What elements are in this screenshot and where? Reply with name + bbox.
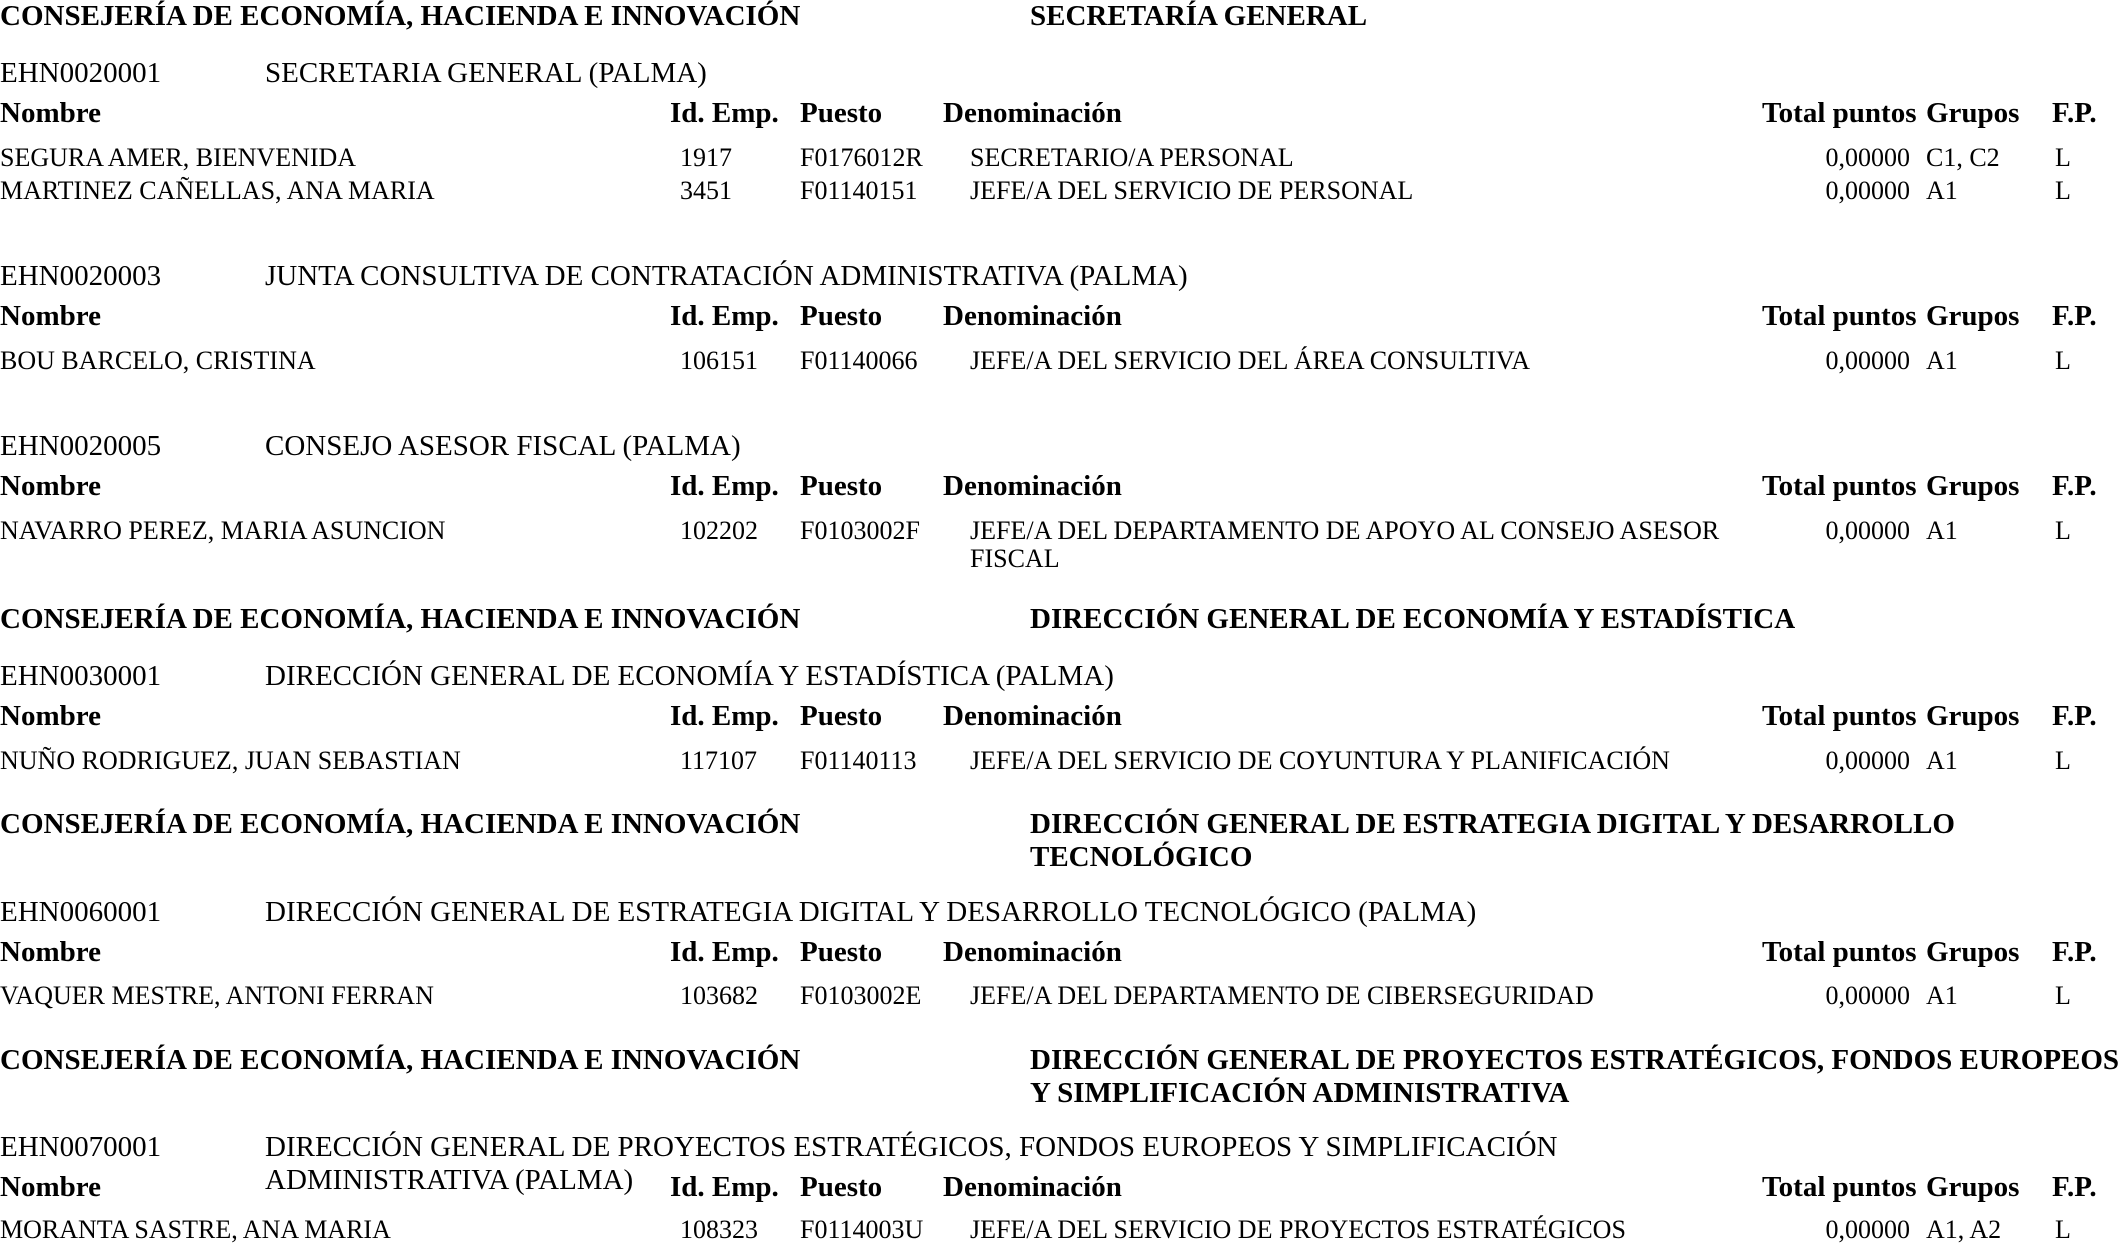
cell-grupos: A1 [1926, 516, 1958, 545]
cell-denominacion: JEFE/A DEL DEPARTAMENTO DE CIBERSEGURIDAD [970, 981, 1594, 1010]
direccion-heading: DIRECCIÓN GENERAL DE ESTRATEGIA DIGITAL Y DESARROLLO TECNOLÓGICO [1030, 808, 1955, 873]
col-header-puesto: Puesto [800, 97, 883, 129]
col-header-grupos: Grupos [1926, 470, 2020, 502]
col-header-puesto: Puesto [800, 470, 883, 502]
cell-denominacion: JEFE/A DEL DEPARTAMENTO DE APOYO AL CONSEJO ASESOR FISCAL [970, 516, 1720, 573]
cell-nombre: VAQUER MESTRE, ANTONI FERRAN [0, 981, 434, 1010]
col-header-fp: F.P. [2052, 97, 2097, 129]
cell-id: 1917 [680, 143, 732, 172]
col-header-denominacion: Denominación [943, 97, 1122, 129]
cell-nombre: BOU BARCELO, CRISTINA [0, 346, 316, 375]
col-header-fp: F.P. [2052, 936, 2097, 968]
cell-grupos: A1, A2 [1926, 1215, 2002, 1244]
col-header-fp: F.P. [2052, 1171, 2097, 1203]
cell-fp: L [2055, 1215, 2071, 1244]
cell-puesto: F01140113 [800, 746, 917, 775]
col-header-fp: F.P. [2052, 700, 2097, 732]
unit-code: EHN0020003 [0, 260, 162, 292]
cell-fp: L [2055, 346, 2071, 375]
col-header-fp: F.P. [2052, 300, 2097, 332]
col-header-grupos: Grupos [1926, 97, 2020, 129]
cell-id: 102202 [680, 516, 758, 545]
cell-denominacion: JEFE/A DEL SERVICIO DE COYUNTURA Y PLANIFICACIÓN [970, 746, 1670, 775]
cell-nombre: NUÑO RODRIGUEZ, JUAN SEBASTIAN [0, 746, 461, 775]
col-header-total: Total puntos [1762, 936, 1917, 968]
unit-name: DIRECCIÓN GENERAL DE PROYECTOS ESTRATÉGICOS, FONDOS EUROPEOS Y SIMPLIFICACIÓN ADMINISTRATIVA (PALMA) [265, 1131, 1558, 1196]
cell-id: 3451 [680, 176, 732, 205]
col-header-id: Id. Emp. [670, 700, 779, 732]
cell-total: 0,00000 [1825, 981, 1910, 1010]
cell-fp: L [2055, 746, 2071, 775]
cell-fp: L [2055, 143, 2071, 172]
direccion-heading: SECRETARÍA GENERAL [1030, 0, 1368, 32]
cell-grupos: A1 [1926, 176, 1958, 205]
col-header-id: Id. Emp. [670, 470, 779, 502]
col-header-denominacion: Denominación [943, 936, 1122, 968]
cell-puesto: F01140066 [800, 346, 918, 375]
col-header-nombre: Nombre [0, 700, 101, 732]
col-header-grupos: Grupos [1926, 936, 2020, 968]
cell-nombre: MORANTA SASTRE, ANA MARIA [0, 1215, 391, 1244]
col-header-total: Total puntos [1762, 1171, 1917, 1203]
unit-code: EHN0020001 [0, 57, 162, 89]
cell-denominacion: SECRETARIO/A PERSONAL [970, 143, 1294, 172]
unit-name: DIRECCIÓN GENERAL DE ESTRATEGIA DIGITAL Y DESARROLLO TECNOLÓGICO (PALMA) [265, 896, 1477, 928]
cell-total: 0,00000 [1825, 143, 1910, 172]
col-header-nombre: Nombre [0, 97, 101, 129]
col-header-denominacion: Denominación [943, 700, 1122, 732]
cell-grupos: C1, C2 [1926, 143, 2000, 172]
col-header-id: Id. Emp. [670, 300, 779, 332]
col-header-denominacion: Denominación [943, 300, 1122, 332]
col-header-grupos: Grupos [1926, 1171, 2020, 1203]
cell-denominacion: JEFE/A DEL SERVICIO DEL ÁREA CONSULTIVA [970, 346, 1531, 375]
cell-denominacion: JEFE/A DEL SERVICIO DE PROYECTOS ESTRATÉGICOS [970, 1215, 1626, 1244]
unit-code: EHN0020005 [0, 430, 162, 462]
cell-grupos: A1 [1926, 346, 1958, 375]
col-header-denominacion: Denominación [943, 470, 1122, 502]
col-header-denominacion: Denominación [943, 1171, 1122, 1203]
col-header-total: Total puntos [1762, 300, 1917, 332]
cell-puesto: F0103002E [800, 981, 922, 1010]
consejeria-heading: CONSEJERÍA DE ECONOMÍA, HACIENDA E INNOVACIÓN [0, 0, 801, 32]
unit-name: CONSEJO ASESOR FISCAL (PALMA) [265, 430, 741, 462]
cell-fp: L [2055, 516, 2071, 545]
col-header-puesto: Puesto [800, 936, 883, 968]
col-header-total: Total puntos [1762, 700, 1917, 732]
direccion-heading: DIRECCIÓN GENERAL DE PROYECTOS ESTRATÉGICOS, FONDOS EUROPEOS Y SIMPLIFICACIÓN ADMINISTRATIVA [1030, 1044, 2120, 1109]
cell-total: 0,00000 [1825, 1215, 1910, 1244]
col-header-puesto: Puesto [800, 300, 883, 332]
col-header-total: Total puntos [1762, 97, 1917, 129]
unit-name: DIRECCIÓN GENERAL DE ECONOMÍA Y ESTADÍSTICA (PALMA) [265, 660, 1114, 692]
unit-code: EHN0060001 [0, 896, 162, 928]
cell-denominacion: JEFE/A DEL SERVICIO DE PERSONAL [970, 176, 1414, 205]
consejeria-heading: CONSEJERÍA DE ECONOMÍA, HACIENDA E INNOVACIÓN [0, 603, 801, 635]
consejeria-heading: CONSEJERÍA DE ECONOMÍA, HACIENDA E INNOVACIÓN [0, 808, 801, 840]
consejeria-heading: CONSEJERÍA DE ECONOMÍA, HACIENDA E INNOVACIÓN [0, 1044, 801, 1076]
col-header-id: Id. Emp. [670, 1171, 779, 1203]
cell-total: 0,00000 [1825, 746, 1910, 775]
cell-total: 0,00000 [1825, 176, 1910, 205]
cell-total: 0,00000 [1825, 516, 1910, 545]
cell-puesto: F0176012R [800, 143, 923, 172]
col-header-total: Total puntos [1762, 470, 1917, 502]
cell-id: 108323 [680, 1215, 758, 1244]
col-header-grupos: Grupos [1926, 300, 2020, 332]
col-header-nombre: Nombre [0, 1171, 101, 1203]
col-header-nombre: Nombre [0, 470, 101, 502]
cell-id: 103682 [680, 981, 758, 1010]
cell-nombre: MARTINEZ CAÑELLAS, ANA MARIA [0, 176, 435, 205]
cell-puesto: F0103002F [800, 516, 920, 545]
direccion-heading: DIRECCIÓN GENERAL DE ECONOMÍA Y ESTADÍSTICA [1030, 603, 1796, 635]
unit-name: JUNTA CONSULTIVA DE CONTRATACIÓN ADMINISTRATIVA (PALMA) [265, 260, 1188, 292]
cell-fp: L [2055, 981, 2071, 1010]
col-header-puesto: Puesto [800, 700, 883, 732]
cell-grupos: A1 [1926, 981, 1958, 1010]
cell-puesto: F01140151 [800, 176, 918, 205]
col-header-fp: F.P. [2052, 470, 2097, 502]
cell-nombre: NAVARRO PEREZ, MARIA ASUNCION [0, 516, 446, 545]
col-header-id: Id. Emp. [670, 97, 779, 129]
cell-id: 106151 [680, 346, 758, 375]
unit-code: EHN0070001 [0, 1131, 162, 1163]
col-header-nombre: Nombre [0, 936, 101, 968]
cell-nombre: SEGURA AMER, BIENVENIDA [0, 143, 357, 172]
unit-code: EHN0030001 [0, 660, 162, 692]
cell-id: 117107 [680, 746, 758, 775]
col-header-grupos: Grupos [1926, 700, 2020, 732]
col-header-nombre: Nombre [0, 300, 101, 332]
cell-grupos: A1 [1926, 746, 1958, 775]
unit-name: SECRETARIA GENERAL (PALMA) [265, 57, 707, 89]
col-header-puesto: Puesto [800, 1171, 883, 1203]
cell-total: 0,00000 [1825, 346, 1910, 375]
cell-puesto: F0114003U [800, 1215, 924, 1244]
col-header-id: Id. Emp. [670, 936, 779, 968]
cell-fp: L [2055, 176, 2071, 205]
